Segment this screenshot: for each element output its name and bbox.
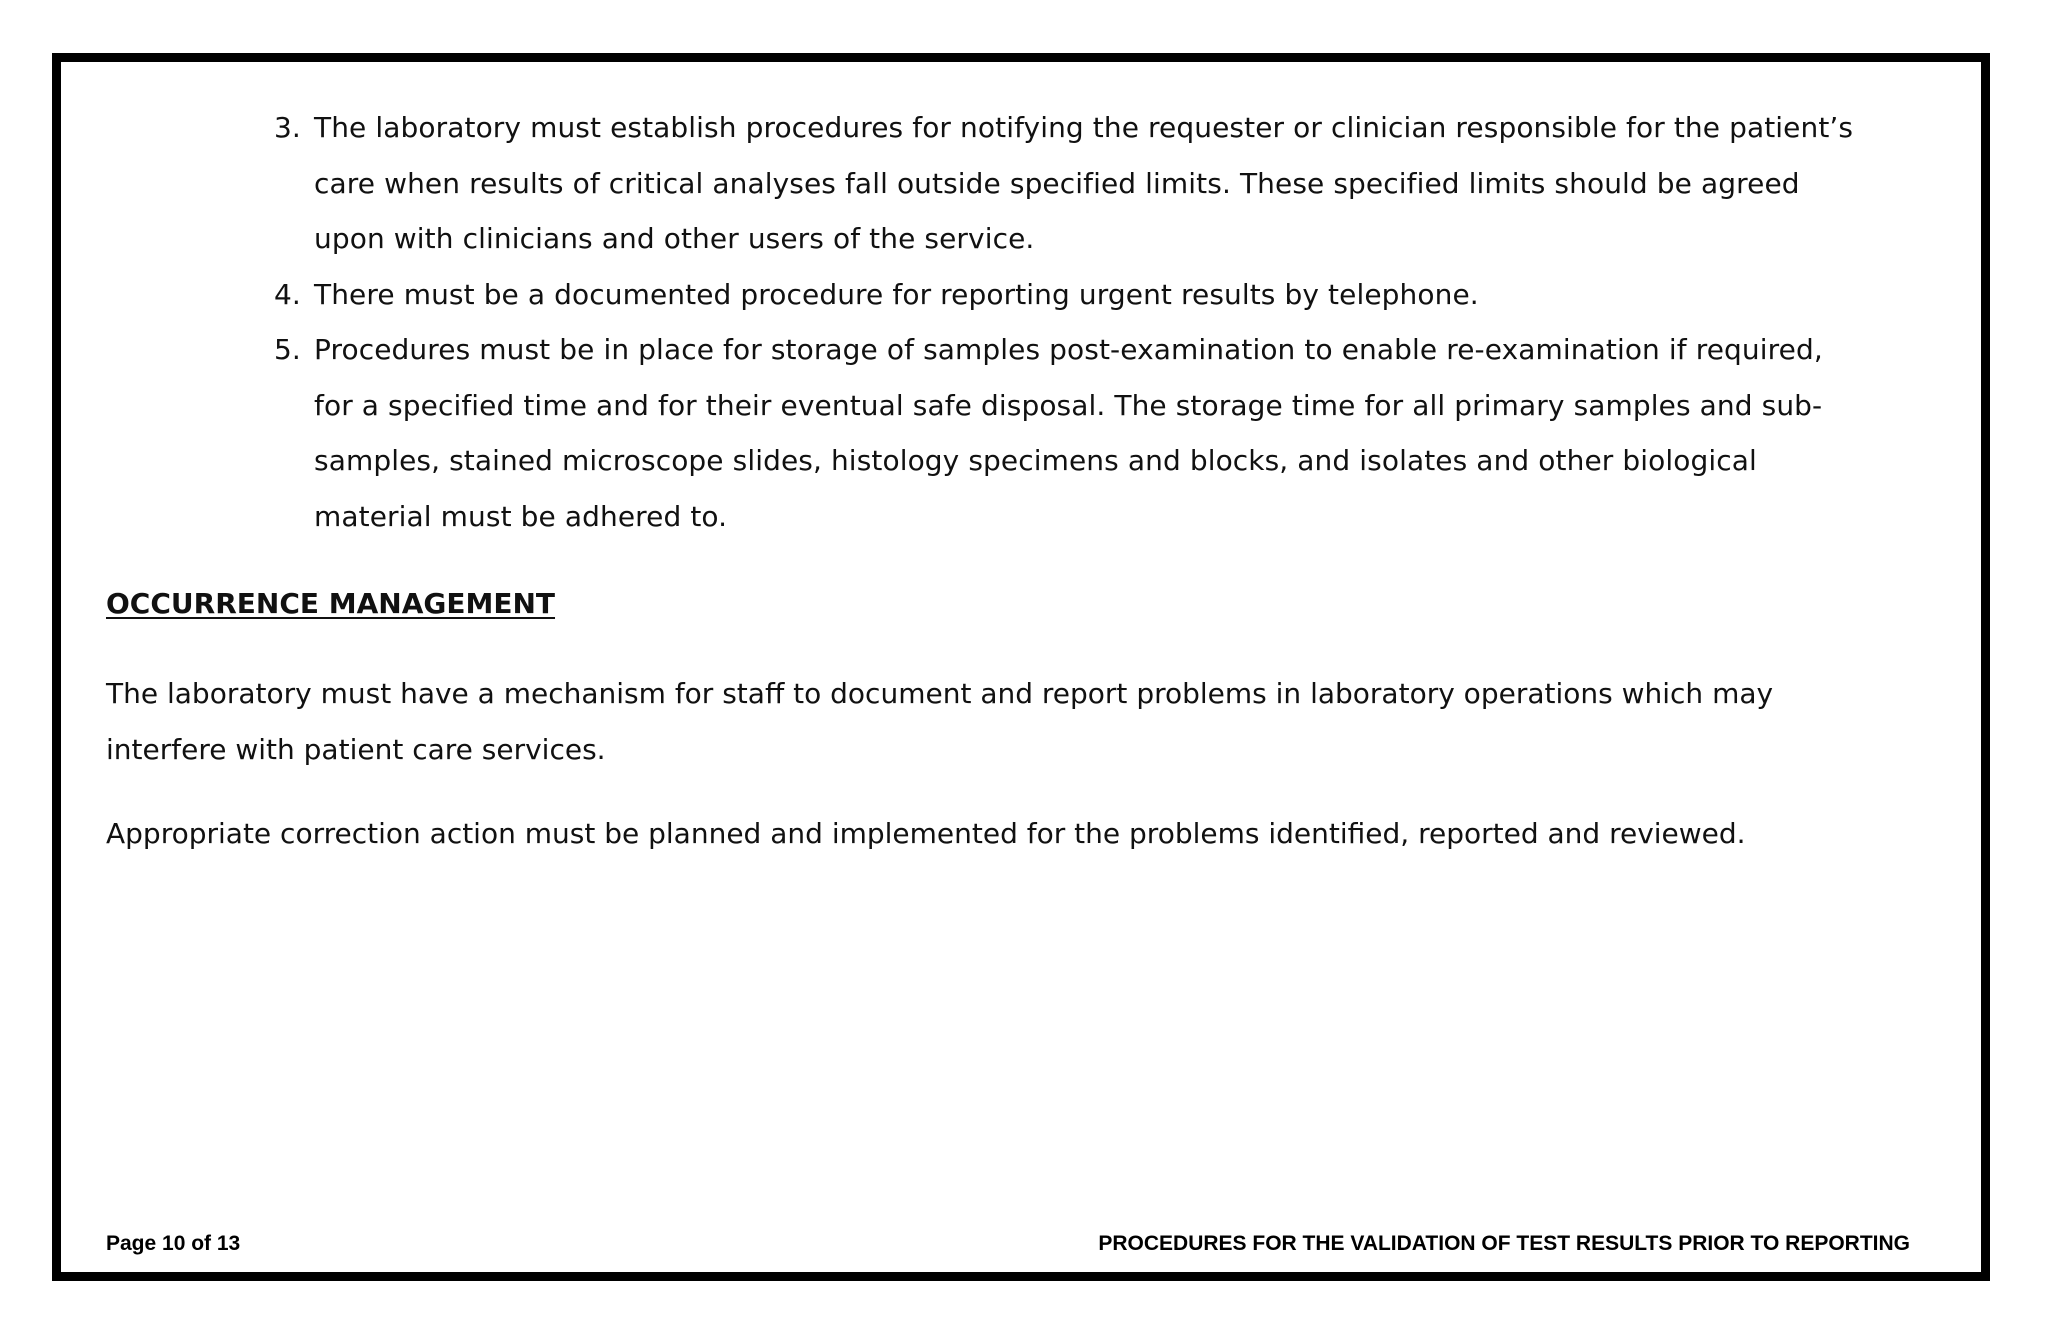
list-item-text: There must be a documented procedure for reporting urgent results by telephone.	[314, 277, 1479, 311]
paragraph-staff-reporting: The laboratory must have a mechanism for staff to document and report problems in laboratory operations which may interfere with patient care services.	[106, 677, 1774, 766]
list-item-number: 3.	[274, 111, 301, 144]
list-item	[274, 100, 1854, 267]
list-item	[274, 322, 1854, 544]
section-heading: OCCURRENCE MANAGEMENT	[106, 587, 556, 620]
paragraph-correction-action: Appropriate correction action must be planned and implemented for the problems identified, reported and reviewed.	[106, 817, 1746, 850]
list-item-number: 4.	[274, 277, 301, 311]
numbered-list	[274, 100, 1854, 544]
list-item-text: The laboratory must establish procedures for notifying the requester or clinician responsible for the patient’s care when results of critical analyses fall outside specified limits. These specified limits should be agreed upon with clinicians and other users of the service.	[314, 111, 1854, 255]
document-body	[106, 100, 1896, 862]
page-number: Page 10 of 13	[106, 1232, 241, 1255]
document-title-footer: PROCEDURES FOR THE VALIDATION OF TEST RESULTS PRIOR TO REPORTING	[1098, 1232, 1910, 1255]
list-item-text: Procedures must be in place for storage of samples post-examination to enable re-examination if required, for a specified time and for their eventual safe disposal. The storage time for all primary samples and sub-samples, stained microscope slides, histology specimens and blocks, and isolates and other biological material must be adhered to.	[314, 333, 1823, 533]
list-item	[274, 267, 1854, 323]
list-item-number: 5.	[274, 333, 301, 366]
